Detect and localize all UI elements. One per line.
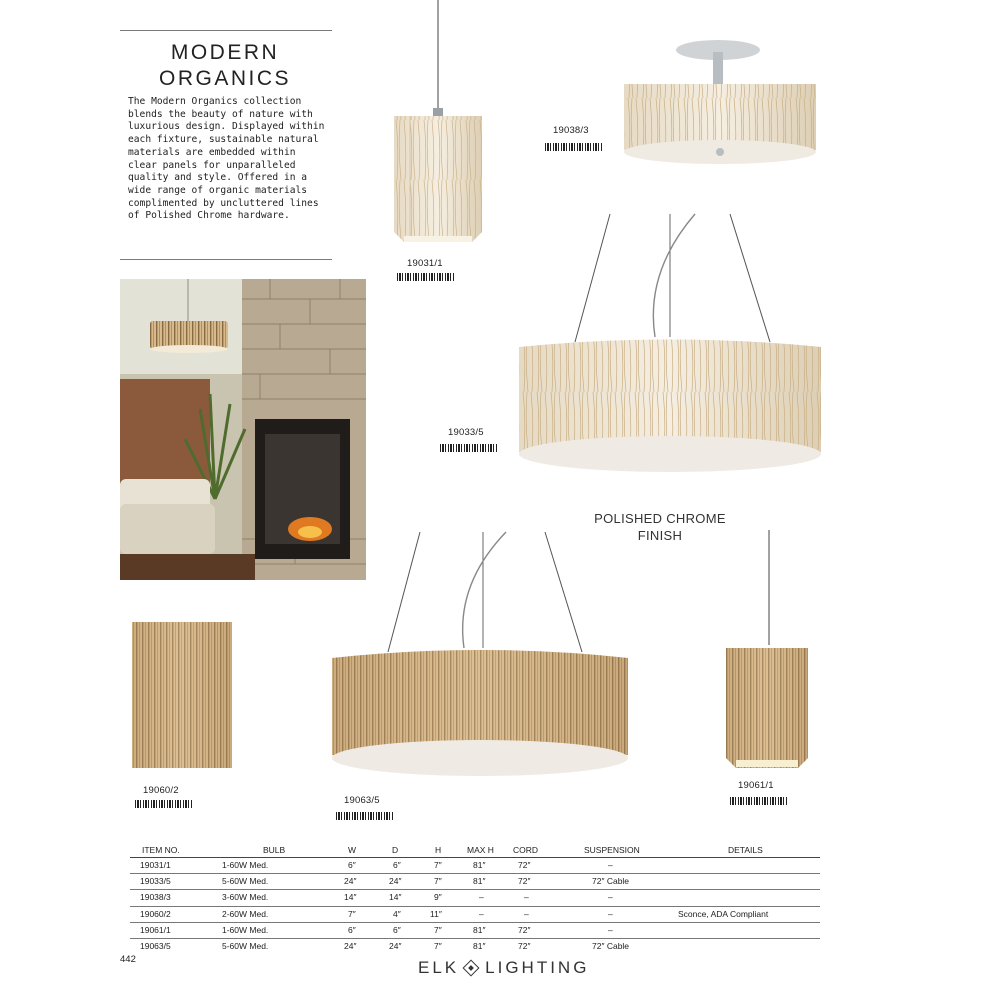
cell-item-no: 19063/5 — [140, 940, 171, 951]
cell-suspension: 72″ Cable — [592, 940, 630, 951]
page-number: 442 — [120, 954, 136, 965]
spec-row — [130, 858, 820, 874]
cell-bulb: 1-60W Med. — [222, 860, 269, 870]
title-line-1: MODERN — [170, 41, 280, 64]
cell-d: 6″ — [393, 860, 401, 870]
cell-d: 24″ — [389, 940, 402, 951]
sku-19061-1: 19061/1 — [738, 780, 774, 791]
drum-diffuser — [332, 740, 628, 776]
shade-texture — [394, 116, 482, 242]
finish-line-2: FINISH — [637, 528, 683, 543]
brand-word-elk: ELK — [418, 958, 460, 977]
sku-19038-3: 19038/3 — [553, 125, 589, 136]
cell-w: 6″ — [348, 860, 356, 870]
cell-w: 24″ — [344, 940, 357, 951]
barcode-19031-1 — [397, 273, 455, 281]
sku-19060-2: 19060/2 — [143, 785, 179, 796]
cell-item-no: 19060/2 — [140, 908, 171, 919]
header-suspension: SUSPENSION — [584, 845, 640, 855]
spec-table — [130, 843, 820, 954]
header-w: W — [348, 845, 357, 855]
diamond-icon — [463, 960, 480, 977]
cell-w: 24″ — [344, 876, 357, 887]
suspension-cable-right — [730, 214, 770, 342]
cell-cord: 72″ — [518, 860, 531, 870]
cell-h: 7″ — [434, 876, 442, 887]
cell-bulb: 1-60W Med. — [222, 924, 269, 935]
cell-max-h: 81″ — [473, 940, 486, 951]
cell-w: 14″ — [344, 892, 357, 903]
cell-max-h: – — [479, 908, 484, 919]
shade-glow — [736, 760, 798, 767]
cell-suspension: – — [608, 908, 613, 919]
cell-max-h: 81″ — [473, 924, 486, 935]
fixture-19033-5 — [515, 212, 825, 477]
shade-glow — [404, 236, 472, 242]
intro-top-rule — [120, 30, 332, 31]
fixture-19063-5 — [330, 530, 630, 785]
spec-row — [130, 874, 820, 890]
cell-cord: – — [524, 892, 529, 903]
cell-cord: 72″ — [518, 876, 531, 887]
floor — [120, 554, 255, 580]
brand-logo — [418, 958, 589, 978]
suspension-cable-right — [545, 532, 582, 652]
cell-suspension: – — [608, 860, 613, 870]
sofa-arm — [120, 504, 215, 554]
spec-row — [130, 907, 820, 923]
header-bulb: BULB — [263, 845, 286, 855]
pendant-canopy-cap — [433, 108, 443, 116]
sku-19033-5: 19033/5 — [448, 427, 484, 438]
room-pendant — [150, 321, 228, 349]
collection-title — [120, 40, 330, 92]
spec-row — [130, 923, 820, 939]
brand-word-lighting: LIGHTING — [485, 958, 590, 977]
barcode-19061-1 — [730, 797, 788, 805]
cell-item-no: 19031/1 — [140, 860, 171, 870]
sku-19063-5: 19063/5 — [344, 795, 380, 806]
barcode-19033-5 — [440, 444, 498, 452]
cell-bulb: 3-60W Med. — [222, 892, 269, 903]
fixture-19038-3 — [620, 38, 820, 168]
cell-suspension: – — [608, 924, 613, 935]
cell-item-no: 19033/5 — [140, 876, 171, 887]
cell-details: Sconce, ADA Compliant — [678, 908, 769, 919]
spec-row — [130, 939, 820, 954]
cell-max-h: – — [479, 892, 484, 903]
header-item-no: ITEM NO. — [142, 845, 180, 855]
cell-suspension: 72″ Cable — [592, 876, 630, 887]
fixture-19061-1 — [720, 530, 814, 770]
header-details: DETAILS — [728, 845, 763, 855]
barcode-19038-3 — [545, 143, 603, 151]
barcode-19063-5 — [336, 812, 394, 820]
cell-h: 9″ — [434, 892, 442, 903]
intro-bottom-rule — [120, 259, 332, 260]
cell-h: 7″ — [434, 940, 442, 951]
cell-d: 4″ — [393, 908, 401, 919]
cell-suspension: – — [608, 892, 613, 903]
cell-cord: – — [524, 908, 529, 919]
cell-h: 7″ — [434, 924, 442, 935]
cell-w: 6″ — [348, 924, 356, 935]
cell-h: 11″ — [430, 908, 442, 919]
power-cord — [463, 532, 506, 648]
drum-diffuser — [519, 436, 821, 472]
header-h: H — [435, 845, 442, 855]
brown-wall-panel — [120, 379, 210, 489]
cell-item-no: 19038/3 — [140, 892, 171, 903]
fixture-19031-1 — [388, 0, 488, 245]
header-d: D — [392, 845, 399, 855]
spec-header-row — [130, 843, 820, 858]
barcode-19060-2 — [135, 800, 193, 808]
suspension-cable-left — [575, 214, 610, 342]
sconce-shading — [132, 622, 232, 768]
fixture-19060-2 — [130, 620, 234, 770]
diffuser-finial — [716, 148, 724, 156]
collection-description: The Modern Organics collection blends the beauty of nature with luxurious design. Displayed within each fixture, sustainable natural materials are embedded within clear panels for unparalleled quality and style. Offered in a wide range of organic materials complimented by uncluttered lines of Polished Chrome hardware. — [128, 96, 325, 222]
canopy-stem — [713, 52, 723, 84]
pendant-shading — [726, 648, 808, 768]
cell-item-no: 19061/1 — [140, 924, 171, 935]
cell-max-h: 81″ — [473, 876, 486, 887]
cell-bulb: 5-60W Med. — [222, 876, 269, 887]
cell-bulb: 2-60W Med. — [222, 908, 269, 919]
header-max-h: MAX H — [467, 845, 494, 855]
cell-max-h: 81″ — [473, 860, 486, 870]
suspension-cable-left — [388, 532, 420, 652]
title-line-2: ORGANICS — [158, 67, 291, 90]
header-cord: CORD — [513, 845, 539, 855]
cell-w: 7″ — [348, 908, 356, 919]
cell-cord: 72″ — [518, 924, 531, 935]
finish-line-1: POLISHED CHROME — [594, 511, 726, 526]
room-pendant-diffuser — [150, 345, 228, 353]
cell-d: 24″ — [389, 876, 402, 887]
cell-cord: 72″ — [518, 940, 531, 951]
sku-19031-1: 19031/1 — [407, 258, 443, 269]
cell-d: 14″ — [389, 892, 402, 903]
cell-d: 6″ — [393, 924, 401, 935]
cell-bulb: 5-60W Med. — [222, 940, 269, 951]
power-cord — [653, 214, 695, 337]
spec-row — [130, 890, 820, 906]
cell-h: 7″ — [434, 860, 442, 870]
fire-core — [298, 526, 322, 538]
